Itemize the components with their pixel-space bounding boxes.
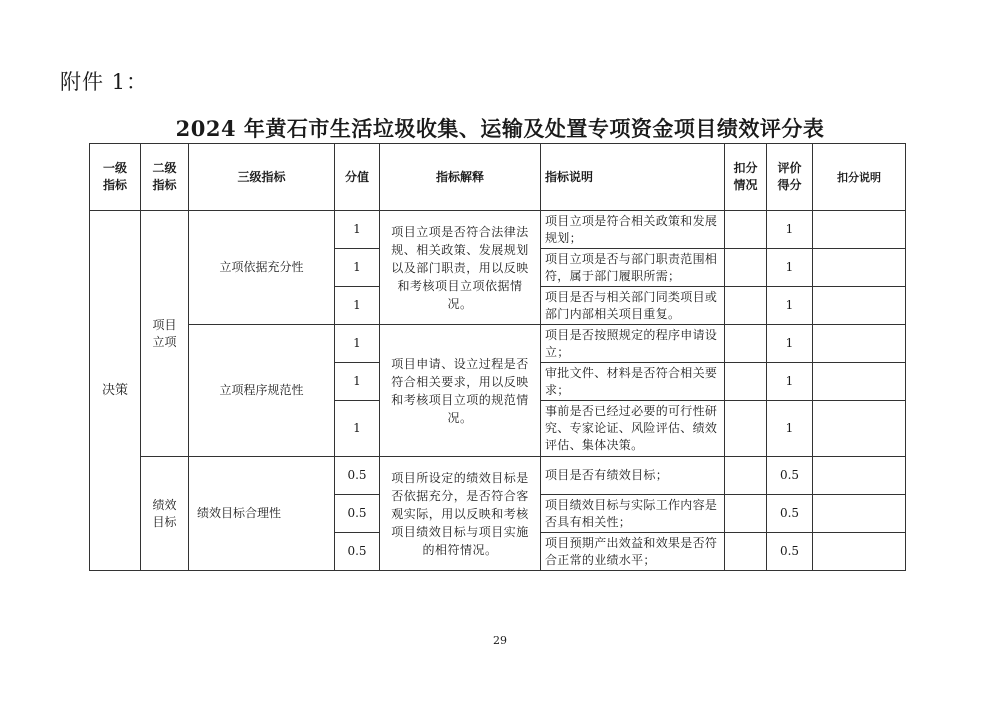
description-cell: 项目是否与相关部门同类项目或部门内部相关项目重复。 [541, 287, 725, 325]
explanation-cell: 项目所设定的绩效目标是否依据充分，是否符合客观实际，用以反映和考核项目绩效目标与项目实施的相符情况。 [380, 457, 541, 571]
deduction-cell [725, 457, 767, 495]
level3-cell: 立项程序规范性 [189, 325, 335, 457]
rating-cell: 1 [767, 287, 813, 325]
rating-cell: 1 [767, 249, 813, 287]
table-row [90, 211, 906, 249]
level3-cell: 立项依据充分性 [189, 211, 335, 325]
deduction-note-cell [813, 249, 906, 287]
document-title: 2024 年黄石市生活垃圾收集、运输及处置专项资金项目绩效评分表 [175, 116, 825, 141]
description-cell: 项目立项是否与部门职责范围相符，属于部门履职所需； [541, 249, 725, 287]
description-cell: 事前是否已经过必要的可行性研究、专家论证、风险评估、绩效评估、集体决策。 [541, 401, 725, 457]
deduction-cell [725, 287, 767, 325]
table-row [90, 457, 906, 495]
rating-cell: 0.5 [767, 495, 813, 533]
description-cell: 项目绩效目标与实际工作内容是否具有相关性； [541, 495, 725, 533]
deduction-note-cell [813, 325, 906, 363]
score-cell: 0.5 [335, 495, 380, 533]
score-cell: 1 [335, 249, 380, 287]
score-cell: 1 [335, 363, 380, 401]
level2-cell: 项目 立项 [141, 211, 189, 457]
deduction-cell [725, 249, 767, 287]
header-explanation: 指标解释 [380, 144, 541, 211]
description-cell: 项目是否有绩效目标； [541, 457, 725, 495]
score-cell: 1 [335, 287, 380, 325]
description-cell: 项目是否按照规定的程序申请设立； [541, 325, 725, 363]
header-score: 分值 [335, 144, 380, 211]
score-cell: 1 [335, 325, 380, 363]
rating-cell: 1 [767, 401, 813, 457]
explanation-cell: 项目申请、设立过程是否符合相关要求，用以反映和考核项目立项的规范情况。 [380, 325, 541, 457]
header-description: 指标说明 [541, 144, 725, 211]
header-level1: 一级 指标 [90, 144, 141, 211]
score-cell: 1 [335, 211, 380, 249]
page-number: 29 [493, 634, 507, 647]
rating-cell: 1 [767, 211, 813, 249]
level2-cell: 绩效 目标 [141, 457, 189, 571]
performance-score-table [89, 143, 906, 571]
header-row [90, 144, 906, 211]
deduction-cell [725, 533, 767, 571]
explanation-cell: 项目立项是否符合法律法规、相关政策、发展规划以及部门职责，用以反映和考核项目立项依据情况。 [380, 211, 541, 325]
score-cell: 0.5 [335, 533, 380, 571]
deduction-cell [725, 401, 767, 457]
description-cell: 项目预期产出效益和效果是否符合正常的业绩水平； [541, 533, 725, 571]
deduction-note-cell [813, 211, 906, 249]
description-cell: 项目立项是符合相关政策和发展规划； [541, 211, 725, 249]
rating-cell: 0.5 [767, 533, 813, 571]
deduction-note-cell [813, 495, 906, 533]
header-deduction-note: 扣分说明 [813, 144, 906, 211]
deduction-note-cell [813, 457, 906, 495]
deduction-note-cell [813, 363, 906, 401]
table-row [90, 325, 906, 363]
header-level3: 三级指标 [189, 144, 335, 211]
level3-cell: 绩效目标合理性 [189, 457, 335, 571]
deduction-cell [725, 495, 767, 533]
deduction-cell [725, 211, 767, 249]
header-deduction: 扣分 情况 [725, 144, 767, 211]
score-cell: 1 [335, 401, 380, 457]
score-cell: 0.5 [335, 457, 380, 495]
rating-cell: 1 [767, 325, 813, 363]
deduction-note-cell [813, 287, 906, 325]
deduction-cell [725, 363, 767, 401]
attachment-label: 附件 1： [60, 70, 149, 94]
description-cell: 审批文件、材料是否符合相关要求； [541, 363, 725, 401]
rating-cell: 0.5 [767, 457, 813, 495]
header-level2: 二级 指标 [141, 144, 189, 211]
level1-cell: 决策 [90, 211, 141, 571]
header-rating: 评价 得分 [767, 144, 813, 211]
rating-cell: 1 [767, 363, 813, 401]
deduction-cell [725, 325, 767, 363]
deduction-note-cell [813, 401, 906, 457]
deduction-note-cell [813, 533, 906, 571]
